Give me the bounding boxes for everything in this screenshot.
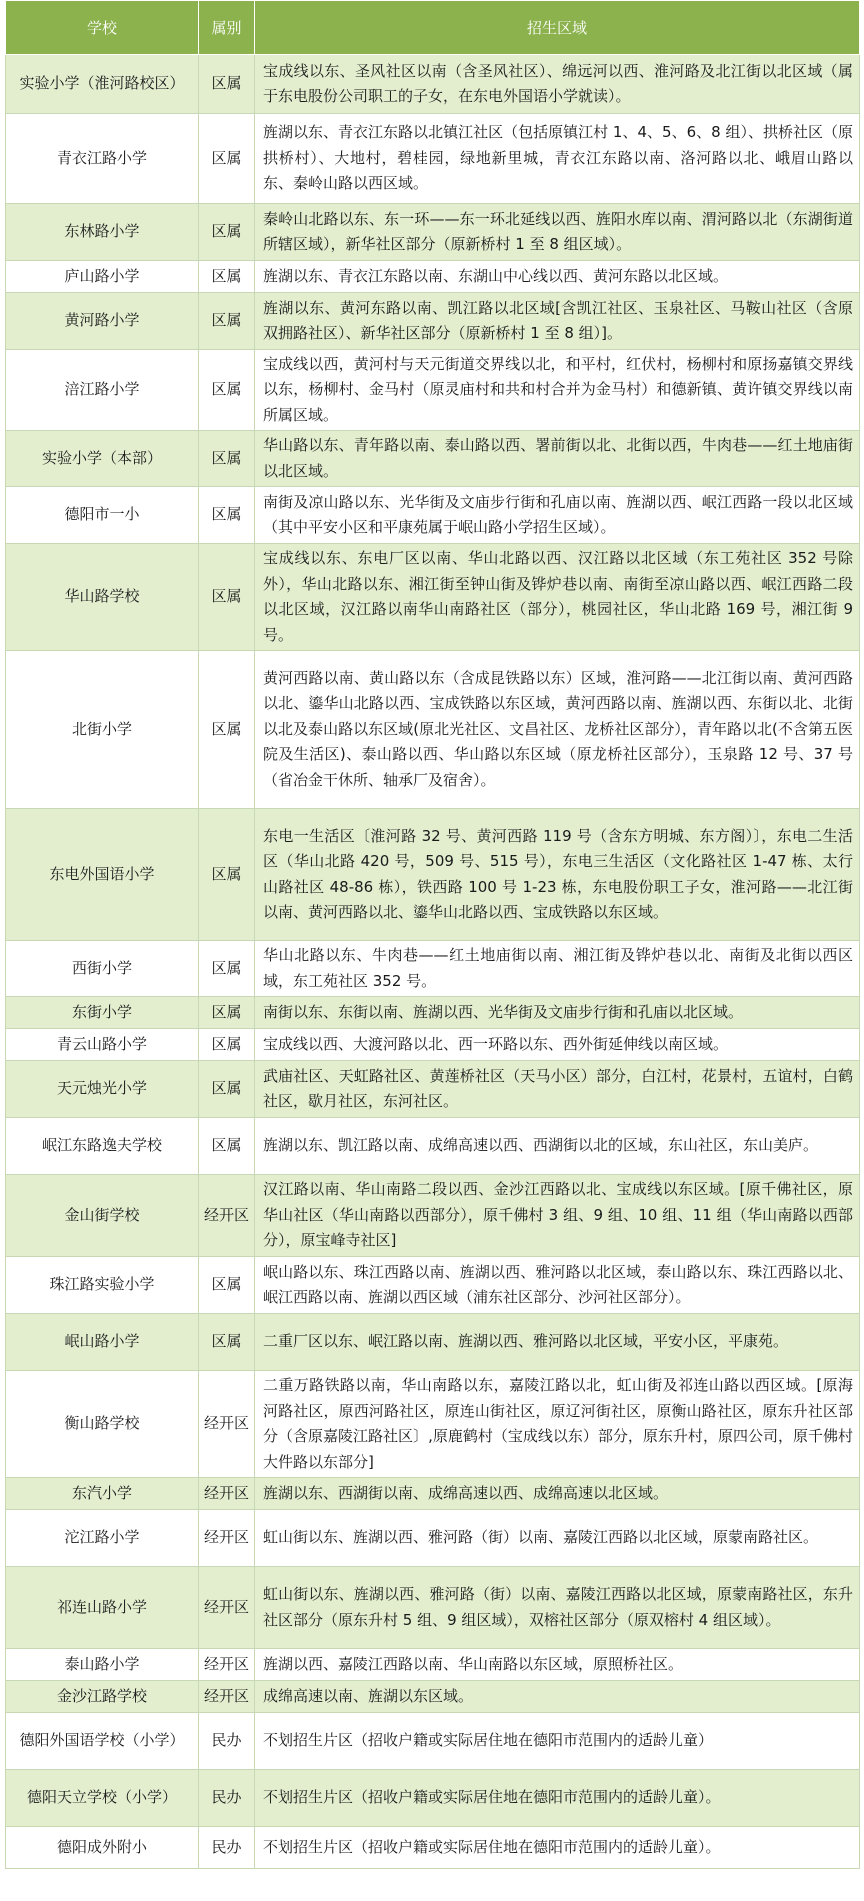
school-name: 青云山路小学 [6, 1029, 199, 1061]
enrollment-area: 南街以东、东街以南、旌湖以西、光华街及文庙步行街和孔庙以北区域。 [255, 997, 860, 1029]
school-category: 区属 [199, 487, 255, 544]
school-category: 区属 [199, 809, 255, 941]
enrollment-area: 秦岭山北路以东、东一环——东一环北延线以西、旌阳水库以南、渭河路以北（东湖街道所辖区域），新华社区部分（原新桥村 1 至 8 组区域）。 [255, 204, 860, 261]
table-row [6, 1175, 860, 1257]
enrollment-area: 汉江路以南、华山南路二段以西、金沙江西路以北、宝成线以东区域。[原千佛社区，原华山社区（华山南路以西部分），原千佛村 3 组、9 组、10 组、11 组（华山南路以西部分），原宝峰寺社区] [255, 1175, 860, 1257]
school-category: 区属 [199, 1257, 255, 1314]
table-row [6, 1371, 860, 1478]
school-category: 区属 [199, 114, 255, 204]
enrollment-area: 南街及凉山路以东、光华街及文庙步行街和孔庙以南、旌湖以西、岷江西路一段以北区域（其中平安小区和平康苑属于岷山路小学招生区域）。 [255, 487, 860, 544]
school-name: 岷江东路逸夫学校 [6, 1118, 199, 1175]
school-name: 青衣江路小学 [6, 114, 199, 204]
enrollment-area: 武庙社区、天虹路社区、黄莲桥社区（天马小区）部分，白江村，花景村，五谊村，白鹤社区，歇月社区，东河社区。 [255, 1061, 860, 1118]
table-row [6, 1029, 860, 1061]
school-category: 区属 [199, 1314, 255, 1371]
table-row [6, 941, 860, 997]
table-row [6, 1257, 860, 1314]
enrollment-area: 二重万路铁路以南，华山南路以东，嘉陵江路以北，虹山街及祁连山路以西区域。[原海河路社区，原西河路社区，原连山街社区，原辽河街社区，原衡山路社区，原东升社区部分（含原嘉陵江路社区〕,原鹿鹤村（宝成线以东）部分，原东升村，原四公司，原千佛村大件路以东部分] [255, 1371, 860, 1478]
table-row [6, 114, 860, 204]
table-row [6, 1567, 860, 1649]
school-name: 东电外国语小学 [6, 809, 199, 941]
school-name: 天元烛光小学 [6, 1061, 199, 1118]
enrollment-area: 二重厂区以东、岷江路以南、旌湖以西、雅河路以北区域，平安小区，平康苑。 [255, 1314, 860, 1371]
table-row [6, 1770, 860, 1827]
school-category: 区属 [199, 261, 255, 293]
enrollment-area: 宝成线以东、圣风社区以南（含圣风社区）、绵远河以西、淮河路及北江街以北区域（属于东电股份公司职工的子女，在东电外国语小学就读）。 [255, 55, 860, 114]
table-row [6, 997, 860, 1029]
school-category: 区属 [199, 941, 255, 997]
enrollment-area: 旌湖以东、青衣江东路以南、东湖山中心线以西、黄河东路以北区域。 [255, 261, 860, 293]
school-category: 区属 [199, 55, 255, 114]
table-row [6, 544, 860, 651]
enrollment-area: 岷山路以东、珠江西路以南、旌湖以西、雅河路以北区域，泰山路以东、珠江西路以北、岷江西路以南、旌湖以西区域（浦东社区部分、沙河社区部分）。 [255, 1257, 860, 1314]
table-row [6, 1649, 860, 1681]
enrollment-area: 宝成线以西，黄河村与天元街道交界线以北，和平村，红伏村，杨柳村和原扬嘉镇交界线以东，杨柳村、金马村（原灵庙村和共和村合并为金马村）和德新镇、黄许镇交界线以南所属区域。 [255, 350, 860, 431]
school-name: 东林路小学 [6, 204, 199, 261]
school-name: 衡山路学校 [6, 1371, 199, 1478]
table-row [6, 1478, 860, 1510]
table-row [6, 1827, 860, 1869]
school-category: 民办 [199, 1827, 255, 1869]
school-category: 区属 [199, 997, 255, 1029]
enrollment-area: 旌湖以东、西湖街以南、成绵高速以西、成绵高速以北区域。 [255, 1478, 860, 1510]
table-row [6, 350, 860, 431]
school-category: 民办 [199, 1713, 255, 1770]
school-category: 经开区 [199, 1681, 255, 1713]
header-area: 招生区域 [255, 1, 860, 55]
school-category: 区属 [199, 1118, 255, 1175]
enrollment-area: 虹山街以东、旌湖以西、雅河路（街）以南、嘉陵江西路以北区域，原蒙南路社区。 [255, 1510, 860, 1567]
school-category: 民办 [199, 1770, 255, 1827]
table-row [6, 1118, 860, 1175]
school-name: 沱江路小学 [6, 1510, 199, 1567]
school-name: 庐山路小学 [6, 261, 199, 293]
school-name: 北街小学 [6, 651, 199, 809]
school-category: 经开区 [199, 1371, 255, 1478]
school-name: 实验小学（本部） [6, 431, 199, 487]
admission-table [5, 0, 860, 1869]
table-row [6, 809, 860, 941]
school-category: 区属 [199, 1061, 255, 1118]
table-row [6, 261, 860, 293]
enrollment-area: 不划招生片区（招收户籍或实际居住地在德阳市范围内的适龄儿童）。 [255, 1827, 860, 1869]
table-row [6, 1681, 860, 1713]
school-category: 经开区 [199, 1478, 255, 1510]
table-row [6, 651, 860, 809]
school-name: 华山路学校 [6, 544, 199, 651]
school-name: 德阳外国语学校（小学） [6, 1713, 199, 1770]
enrollment-area: 旌湖以西、嘉陵江西路以南、华山南路以东区域，原照桥社区。 [255, 1649, 860, 1681]
school-category: 经开区 [199, 1510, 255, 1567]
school-category: 区属 [199, 431, 255, 487]
enrollment-area: 东电一生活区〔淮河路 32 号、黄河西路 119 号（含东方明城、东方阁）〕，东电二生活区（华山北路 420 号，509 号、515 号），东电三生活区（文化路社区 1-47 栋、太行山路社区 48-86 栋），铁西路 100 号 1-23 栋，东电股份职工子女，淮河路——北江街以南、黄河西路以北、鎏华山北路以西、宝成铁路以东区域。 [255, 809, 860, 941]
table-row [6, 293, 860, 350]
header-category: 属别 [199, 1, 255, 55]
school-name: 东街小学 [6, 997, 199, 1029]
table-row [6, 1713, 860, 1770]
school-name: 德阳天立学校（小学） [6, 1770, 199, 1827]
table-header-row [6, 1, 860, 55]
school-category: 区属 [199, 293, 255, 350]
school-name: 涪江路小学 [6, 350, 199, 431]
school-category: 区属 [199, 1029, 255, 1061]
school-category: 区属 [199, 350, 255, 431]
table-row [6, 1061, 860, 1118]
admission-table-container [5, 0, 859, 1869]
school-name: 金山街学校 [6, 1175, 199, 1257]
table-row [6, 55, 860, 114]
enrollment-area: 华山路以东、青年路以南、泰山路以西、署前街以北、北街以西，牛肉巷——红土地庙街以北区域。 [255, 431, 860, 487]
school-category: 经开区 [199, 1567, 255, 1649]
school-name: 德阳成外附小 [6, 1827, 199, 1869]
table-row [6, 1314, 860, 1371]
school-name: 珠江路实验小学 [6, 1257, 199, 1314]
school-category: 区属 [199, 651, 255, 809]
school-name: 黄河路小学 [6, 293, 199, 350]
school-name: 祁连山路小学 [6, 1567, 199, 1649]
school-name: 德阳市一小 [6, 487, 199, 544]
school-category: 区属 [199, 544, 255, 651]
school-name: 西街小学 [6, 941, 199, 997]
school-name: 岷山路小学 [6, 1314, 199, 1371]
enrollment-area: 虹山街以东、旌湖以西、雅河路（街）以南、嘉陵江西路以北区域，原蒙南路社区，东升社区部分（原东升村 5 组、9 组区域），双榕社区部分（原双榕村 4 组区域）。 [255, 1567, 860, 1649]
school-category: 经开区 [199, 1649, 255, 1681]
school-name: 金沙江路学校 [6, 1681, 199, 1713]
enrollment-area: 不划招生片区（招收户籍或实际居住地在德阳市范围内的适龄儿童）。 [255, 1770, 860, 1827]
table-row [6, 1510, 860, 1567]
enrollment-area: 黄河西路以南、黄山路以东（含成昆铁路以东）区域，淮河路——北江街以南、黄河西路以北、鎏华山北路以西、宝成铁路以东区域，黄河西路以南、旌湖以西、东街以北、北街以北及泰山路以东区域(原北光社区、文昌社区、龙桥社区部分），青年路以北(不含第五医院及生活区)、泰山路以西、华山路以东区域（原龙桥社区部分），玉泉路 12 号、37 号（省冶金干休所、轴承厂及宿舍）。 [255, 651, 860, 809]
enrollment-area: 宝成线以西、大渡河路以北、西一环路以东、西外街延伸线以南区域。 [255, 1029, 860, 1061]
school-name: 东汽小学 [6, 1478, 199, 1510]
table-row [6, 204, 860, 261]
enrollment-area: 旌湖以东、青衣江东路以北镇江社区（包括原镇江村 1、4、5、6、8 组）、拱桥社区（原拱桥村）、大地村，碧桂园，绿地新里城，青衣江东路以南、洛河路以北、峨眉山路以东、秦岭山路以西区域。 [255, 114, 860, 204]
school-category: 经开区 [199, 1175, 255, 1257]
enrollment-area: 不划招生片区（招收户籍或实际居住地在德阳市范围内的适龄儿童） [255, 1713, 860, 1770]
table-row [6, 487, 860, 544]
school-category: 区属 [199, 204, 255, 261]
header-school: 学校 [6, 1, 199, 55]
enrollment-area: 宝成线以东、东电厂区以南、华山北路以西、汉江路以北区域（东工苑社区 352 号除外），华山北路以东、湘江街至钟山街及铧炉巷以南、南街至凉山路以西、岷江西路二段以北区域，汉江路以南华山南路社区（部分），桃园社区，华山北路 169 号，湘江街 9 号。 [255, 544, 860, 651]
enrollment-area: 旌湖以东、凯江路以南、成绵高速以西、西湖街以北的区域，东山社区，东山美庐。 [255, 1118, 860, 1175]
enrollment-area: 华山北路以东、牛肉巷——红土地庙街以南、湘江街及铧炉巷以北、南街及北街以西区域，东工苑社区 352 号。 [255, 941, 860, 997]
enrollment-area: 旌湖以东、黄河东路以南、凯江路以北区域[含凯江社区、玉泉社区、马鞍山社区（含原双拥路社区）、新华社区部分（原新桥村 1 至 8 组）]。 [255, 293, 860, 350]
table-row [6, 431, 860, 487]
school-name: 泰山路小学 [6, 1649, 199, 1681]
enrollment-area: 成绵高速以南、旌湖以东区域。 [255, 1681, 860, 1713]
school-name: 实验小学（淮河路校区） [6, 55, 199, 114]
